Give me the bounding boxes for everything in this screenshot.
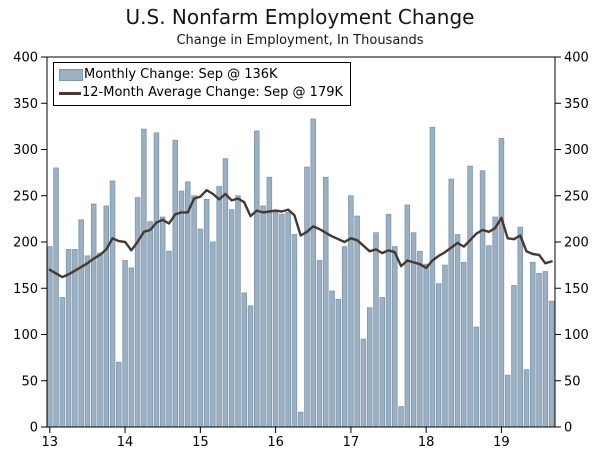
monthly-change-bar <box>54 168 59 427</box>
x-axis-label: 14 <box>116 435 134 450</box>
monthly-change-bar <box>367 308 372 427</box>
monthly-change-bar <box>280 214 285 427</box>
monthly-change-bar <box>223 159 228 427</box>
monthly-change-bar <box>518 227 523 427</box>
monthly-change-bar <box>298 412 303 427</box>
monthly-change-bar <box>248 306 253 427</box>
monthly-change-bar <box>493 217 498 427</box>
monthly-change-bar <box>254 131 259 427</box>
monthly-change-bar <box>386 214 391 427</box>
y-axis-label-right: 350 <box>564 96 589 112</box>
monthly-change-bar <box>361 339 366 427</box>
monthly-change-bar <box>60 298 65 428</box>
monthly-change-bar <box>480 171 485 427</box>
y-axis-label-right: 0 <box>564 420 573 436</box>
monthly-change-bar <box>512 285 517 427</box>
monthly-change-bar <box>549 301 554 427</box>
monthly-change-bar <box>355 216 360 427</box>
x-axis-label: 13 <box>41 435 59 450</box>
x-axis-label: 18 <box>417 435 435 450</box>
monthly-change-bar <box>311 119 316 427</box>
y-axis-label-left: 200 <box>13 235 38 251</box>
monthly-change-bar <box>129 268 134 427</box>
line-swatch-icon <box>59 92 81 95</box>
monthly-change-bar <box>330 291 335 427</box>
y-axis-label-left: 150 <box>13 281 38 297</box>
monthly-change-bar <box>154 133 159 427</box>
monthly-change-bar <box>173 140 178 427</box>
y-axis-label-left: 100 <box>13 328 38 343</box>
monthly-change-bar <box>430 127 435 427</box>
x-axis-label: 19 <box>493 435 510 450</box>
monthly-change-bar <box>98 253 103 427</box>
legend <box>53 62 351 106</box>
monthly-change-bar <box>261 206 266 427</box>
monthly-change-bar <box>380 298 385 428</box>
monthly-change-bar <box>443 265 448 427</box>
monthly-change-bar <box>524 370 529 427</box>
monthly-change-bar <box>286 212 291 427</box>
y-axis-label-left: 400 <box>13 50 38 66</box>
y-axis-label-left: 300 <box>13 143 38 158</box>
monthly-change-bar <box>116 362 121 427</box>
chart-subtitle: Change in Employment, In Thousands <box>176 33 424 48</box>
monthly-change-bar <box>342 247 347 427</box>
monthly-change-bar <box>530 262 535 427</box>
monthly-change-bar <box>336 299 341 427</box>
monthly-change-bar <box>436 284 441 427</box>
monthly-change-bar <box>167 251 172 427</box>
monthly-change-bar <box>317 261 322 428</box>
monthly-change-bar <box>424 264 429 427</box>
y-axis-label-right: 50 <box>564 374 581 390</box>
x-axis-label: 15 <box>192 435 209 450</box>
monthly-change-bar <box>499 138 504 427</box>
chart-title: U.S. Nonfarm Employment Change <box>125 5 475 29</box>
monthly-change-bar <box>461 262 466 427</box>
monthly-change-bar <box>110 181 115 427</box>
monthly-change-bar <box>179 191 184 427</box>
monthly-change-bar <box>192 196 197 427</box>
bar-swatch-icon <box>59 69 83 81</box>
monthly-change-bar <box>273 212 278 427</box>
monthly-change-bar <box>123 261 128 428</box>
monthly-change-bar <box>217 187 222 428</box>
y-axis-label-right: 300 <box>564 143 589 158</box>
monthly-change-bar <box>79 220 84 427</box>
monthly-change-bar <box>537 273 542 427</box>
x-axis-label: 17 <box>342 435 360 450</box>
monthly-change-bar <box>198 229 203 427</box>
y-axis-label-right: 250 <box>564 189 589 205</box>
monthly-change-bar <box>392 247 397 427</box>
y-axis-label-left: 50 <box>21 374 38 390</box>
y-axis-label-left: 350 <box>13 96 38 112</box>
monthly-change-bar <box>204 199 209 427</box>
y-axis-label-right: 400 <box>564 50 589 66</box>
monthly-change-bar <box>487 246 492 427</box>
y-axis-label-right: 200 <box>564 235 589 251</box>
monthly-change-bar <box>305 167 310 427</box>
monthly-change-bar <box>474 327 479 427</box>
x-axis-label: 16 <box>267 435 284 450</box>
monthly-change-bar <box>160 217 165 427</box>
monthly-change-bar <box>468 166 473 427</box>
y-axis-label-left: 0 <box>29 420 38 436</box>
monthly-change-bar <box>543 272 548 427</box>
monthly-change-bar <box>104 206 109 427</box>
monthly-change-bar <box>323 177 328 427</box>
y-axis-label-left: 250 <box>13 189 38 205</box>
monthly-change-bar <box>236 196 241 427</box>
monthly-change-bar <box>455 235 460 427</box>
monthly-change-bar <box>267 177 272 427</box>
monthly-change-bar <box>418 251 423 427</box>
monthly-change-bar <box>185 182 190 427</box>
monthly-change-bar <box>135 198 140 427</box>
legend-entry-line <box>59 84 343 102</box>
y-axis-label-right: 150 <box>564 281 589 297</box>
monthly-change-bar <box>142 129 147 427</box>
legend-label: Monthly Change: Sep @ 136K <box>84 67 278 82</box>
monthly-change-bar <box>211 242 216 427</box>
monthly-change-bar <box>399 407 404 427</box>
monthly-change-bar <box>405 205 410 427</box>
monthly-change-bar <box>85 256 90 427</box>
monthly-change-bar <box>47 247 52 427</box>
monthly-change-bar <box>349 196 354 427</box>
monthly-change-bar <box>91 204 96 427</box>
monthly-change-bar <box>73 249 78 427</box>
monthly-change-bar <box>449 179 454 427</box>
monthly-change-bar <box>148 222 153 427</box>
monthly-change-bar <box>292 235 297 427</box>
monthly-change-bar <box>229 210 234 427</box>
legend-entry-bar <box>59 66 343 84</box>
monthly-change-bar <box>242 293 247 427</box>
y-axis-label-right: 100 <box>564 328 589 343</box>
monthly-change-bar <box>374 233 379 427</box>
legend-label: 12-Month Average Change: Sep @ 179K <box>82 85 344 100</box>
monthly-change-bar <box>505 375 510 427</box>
